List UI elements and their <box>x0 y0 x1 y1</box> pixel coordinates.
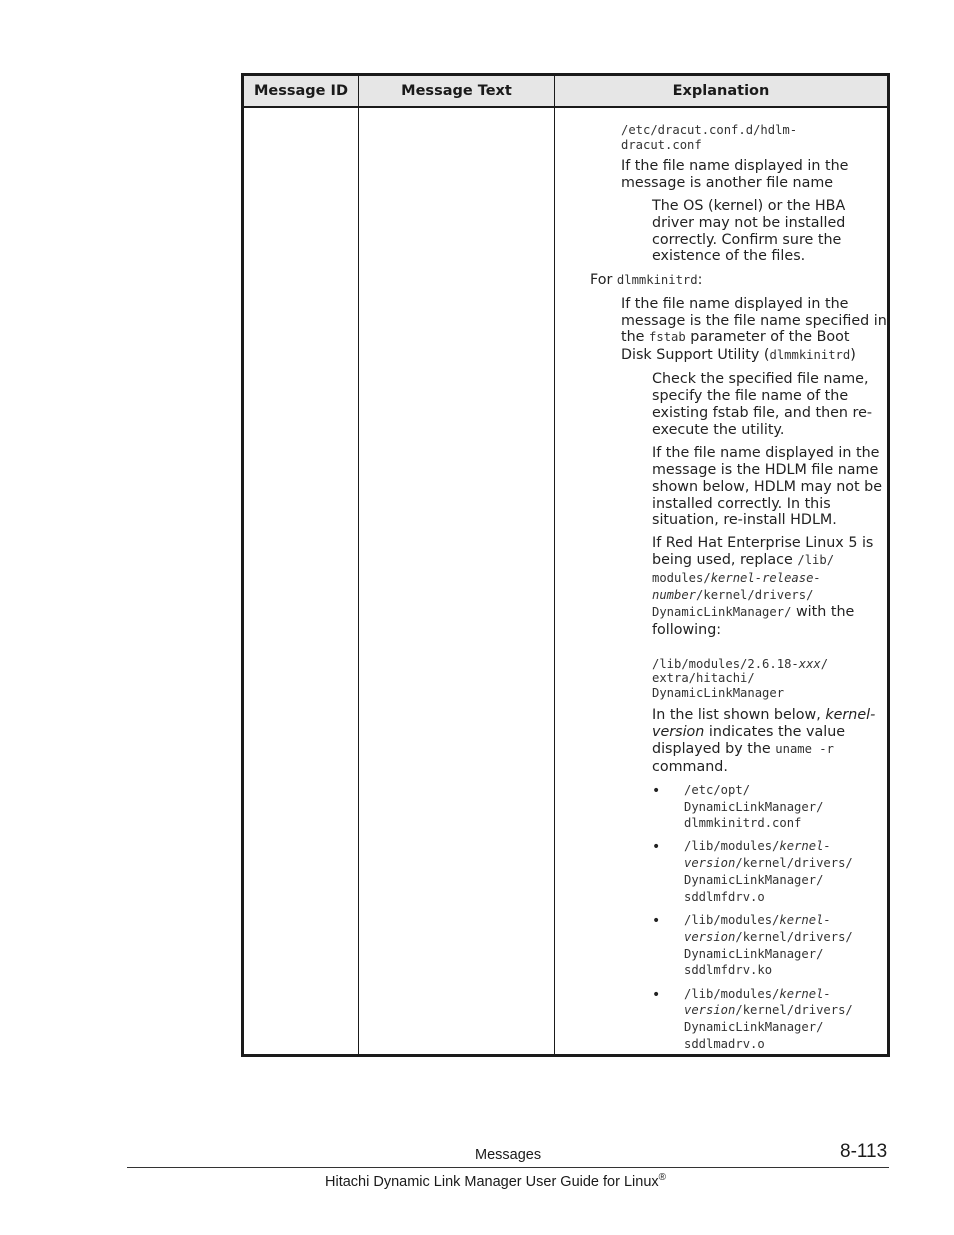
bullet-icon: • <box>652 783 661 799</box>
list-item: /lib/modules/kernel- <box>684 987 831 1001</box>
footer-book-title: Hitachi Dynamic Link Manager User Guide for Linux® <box>325 1172 667 1190</box>
header-message-id: Message ID <box>253 83 348 99</box>
explanation-line: If the file name displayed in the <box>621 158 849 174</box>
list-item: version/kernel/drivers/ <box>684 930 853 944</box>
explanation-line: execute the utility. <box>652 422 785 438</box>
explanation-line: The OS (kernel) or the HBA <box>652 198 846 214</box>
explanation-line: version indicates the value <box>652 724 846 740</box>
footer-section-name: Messages <box>475 1147 542 1163</box>
explanation-line: being used, replace /lib/ <box>652 552 835 568</box>
header-message-text: Message Text <box>401 83 512 99</box>
list-item: version/kernel/drivers/ <box>684 1003 853 1017</box>
list-item: sddlmfdrv.ko <box>684 963 773 977</box>
explanation-line: message is the HDLM file name <box>652 462 879 478</box>
code-path-line: DynamicLinkManager <box>652 686 785 700</box>
list-item: /lib/modules/kernel- <box>684 839 831 853</box>
explanation-line: Disk Support Utility (dlmmkinitrd) <box>621 347 856 363</box>
explanation-line: command. <box>652 759 728 775</box>
explanation-line: message is the file name specified in <box>621 313 887 329</box>
explanation-line: number/kernel/drivers/ <box>652 588 814 602</box>
explanation-for-heading: For dlmmkinitrd: <box>590 272 703 288</box>
list-item: /etc/opt/ <box>684 783 751 797</box>
explanation-line: If the file name displayed in the <box>652 445 880 461</box>
explanation-line: installed correctly. In this <box>652 496 831 512</box>
explanation-line: existing fstab file, and then re- <box>652 405 873 421</box>
list-item: version/kernel/drivers/ <box>684 856 853 870</box>
list-item: DynamicLinkManager/ <box>684 1020 824 1034</box>
bullet-icon: • <box>652 987 661 1003</box>
list-item: sddlmadrv.o <box>684 1037 765 1051</box>
registered-mark: ® <box>658 1172 667 1183</box>
bullet-icon: • <box>652 913 661 929</box>
explanation-line: existence of the files. <box>652 248 806 264</box>
header-explanation: Explanation <box>672 83 770 99</box>
list-item: DynamicLinkManager/ <box>684 947 824 961</box>
explanation-line: If Red Hat Enterprise Linux 5 is <box>652 535 874 551</box>
explanation-line: shown below, HDLM may not be <box>652 479 883 495</box>
list-item: DynamicLinkManager/ <box>684 873 824 887</box>
explanation-line: displayed by the uname -r <box>652 741 834 757</box>
explanation-line: If the file name displayed in the <box>621 296 849 312</box>
list-item: sddlmfdrv.o <box>684 890 765 904</box>
explanation-line: the fstab parameter of the Boot <box>621 329 850 345</box>
explanation-line: /etc/dracut.conf.d/hdlm- <box>621 123 798 137</box>
footer-page-number: 8-113 <box>840 1141 888 1162</box>
explanation-line: correctly. Confirm sure the <box>652 232 842 248</box>
explanation-line: modules/kernel-release- <box>652 571 821 585</box>
list-item: DynamicLinkManager/ <box>684 800 824 814</box>
explanation-line: specify the file name of the <box>652 388 849 404</box>
explanation-line: situation, re-install HDLM. <box>652 512 837 528</box>
bullet-icon: • <box>652 839 661 855</box>
column-divider <box>554 76 555 1054</box>
explanation-line: Check the specified file name, <box>652 371 869 387</box>
explanation-line: message is another file name <box>621 175 834 191</box>
footer-divider <box>127 1167 889 1168</box>
explanation-line: dracut.conf <box>621 138 702 152</box>
explanation-line: DynamicLinkManager/ with the <box>652 604 855 620</box>
code-path-line: extra/hitachi/ <box>652 671 755 685</box>
explanation-line: following: <box>652 622 722 638</box>
column-divider <box>358 76 359 1054</box>
explanation-line: In the list shown below, kernel- <box>652 707 876 723</box>
explanation-line: driver may not be installed <box>652 215 846 231</box>
list-item: dlmmkinitrd.conf <box>684 816 802 830</box>
table-header-row <box>244 76 887 108</box>
list-item: /lib/modules/kernel- <box>684 913 831 927</box>
code-path-line: /lib/modules/2.6.18-xxx/ <box>652 657 829 671</box>
